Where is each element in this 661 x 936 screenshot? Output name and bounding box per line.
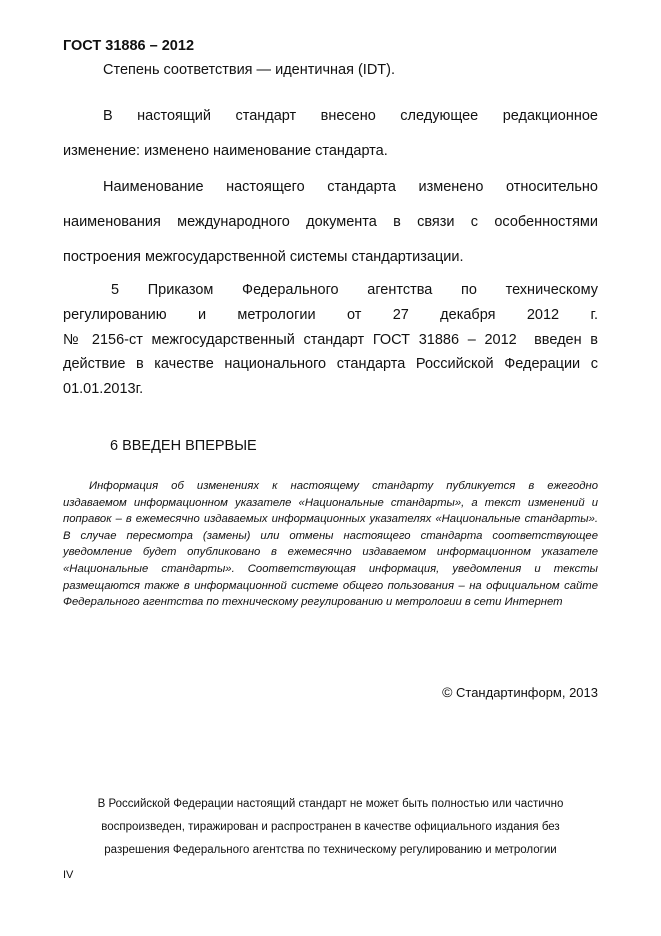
footer-line-1: В Российской Федерации настоящий стандарт не может быть полностью или частично (97, 798, 564, 810)
name-change-line-3: построения межгосударственной системы стандартизации. (63, 249, 464, 265)
editorial-line-2: изменение: изменено наименование стандарта. (63, 143, 388, 159)
item-6-heading: 6 ВВЕДЕН ВПЕРВЫЕ (110, 438, 257, 454)
copyright-text: Стандартинформ, 2013 (452, 685, 598, 700)
editorial-line-1: В настоящий стандарт внесено следующее редакционное (103, 108, 598, 124)
name-change-line-1: Наименование настоящего стандарта изменено относительно (103, 179, 598, 195)
conformity-text: Степень соответствия — идентичная (IDT). (103, 62, 396, 78)
item-5-line-5: 01.01.2013г. (63, 381, 144, 398)
footer-line-2: воспроизведен, тиражирован и распространен в качестве официального издания без (101, 821, 560, 833)
name-change-paragraph (63, 170, 598, 275)
editorial-change-paragraph (63, 99, 598, 169)
name-change-line-2: наименования международного документа в связи с особенностями (63, 214, 598, 230)
item-5-line-3: № 2156-ст межгосударственный стандарт ГОСТ 31886 – 2012 введен в (63, 331, 598, 348)
note-first-line: Информация об изменениях к настоящему стандарту публикуется в ежегодно (89, 480, 598, 492)
copyright-icon: © (442, 684, 453, 700)
page-number: IV (63, 869, 74, 881)
conformity-paragraph (63, 62, 598, 78)
information-note (63, 478, 598, 611)
document-header: ГОСТ 31886 – 2012 (63, 38, 195, 54)
item-5-line-1: 5 Приказом Федерального агентства по техническому (111, 282, 598, 298)
item-5-line-2: регулированию и метрологии от 27 декабря 2012 г. (63, 306, 598, 323)
item-5-line-4: действие в качестве национального стандарта Российской Федерации с (63, 356, 598, 373)
reproduction-notice (63, 793, 598, 862)
note-rest: издаваемом информационном указателе «Национальные стандарты», а текст изменений и поправок – в ежемесячно издаваемых информационных указателях «Национальные стандарты». В случае пересмотра (замены) или отмены настоящего стандарта соответствующее уведомление будет опубликовано в ежемесячно издаваемом информационном указателе «Национальные стандарты». Соответствующая информация, уведомления и тексты размещаются также в информационной системе общего пользования – на официальном сайте Федерального агентства по техническому регулированию и метрологии в сети Интернет (63, 496, 598, 609)
copyright-notice (442, 684, 598, 700)
item-5-paragraph (63, 278, 598, 402)
footer-line-3: разрешения Федерального агентства по техническому регулированию и метрологии (104, 844, 557, 856)
